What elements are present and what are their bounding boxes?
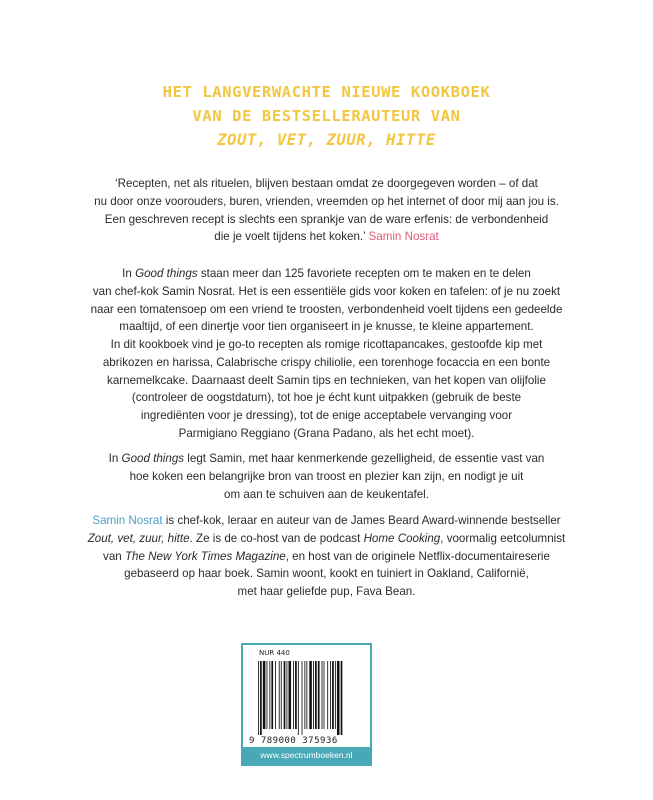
- author-name: Samin Nosrat: [92, 514, 163, 527]
- intro-line-4: maaltijd, of een dinertje voor tien organiseert in je knusse, te kleine appartement.: [119, 320, 534, 334]
- closing-line-2: hoe koken een belangrijke bron van troost en plezier kan zijn, en nodigt je uit: [129, 469, 524, 483]
- contents-line-2: abrikozen en harissa, Calabrische crispy chiliolie, een torenhoge focaccia en een bonte: [102, 355, 551, 369]
- closing-line-3: om aan te schuiven aan de keukentafel.: [224, 487, 429, 501]
- contents-line-3: karnemelkcake. Daarnaast deelt Samin tips en technieken, van het kopen van olijfolie: [107, 373, 546, 387]
- barcode-bar: [327, 661, 328, 729]
- contents-line-1: In dit kookboek vind je go-to recepten als romige ricottapancakes, gestoofde kip met: [110, 338, 543, 351]
- barcode-bar: [304, 661, 305, 729]
- intro-line-2: van chef-kok Samin Nosrat. Het is een essentiële gids voor koken en tafelen: of je nu zoekt: [92, 284, 561, 298]
- barcode-bar: [271, 661, 273, 729]
- headline-line-1: HET LANGVERWACHTE NIEUWE KOOKBOEK: [162, 83, 491, 101]
- barcode-bar: [260, 661, 262, 735]
- intro-text: staan meer dan 125 favoriete recepten om te maken en te delen: [197, 267, 531, 280]
- barcode-bar: [341, 661, 343, 735]
- author-magazine: The New York Times Magazine: [124, 549, 286, 563]
- barcode-bar: [269, 661, 270, 729]
- quote-line-3: Een geschreven recept is slechts een sprankje van de ware erfenis: de verbondenheid: [104, 212, 549, 226]
- barcode-bar: [289, 661, 292, 729]
- author-line-3: [70, 548, 583, 566]
- nur-code: NUR 440: [259, 649, 290, 657]
- barcode-bar: [332, 661, 334, 729]
- intro-line-1: [70, 265, 583, 283]
- quote-line-4: [70, 228, 583, 246]
- barcode-bar: [293, 661, 294, 729]
- publisher-website: www.spectrumboeken.nl: [243, 747, 370, 764]
- author-text: is chef-kok, leraar en auteur van de James Beard Award-winnende bestseller: [162, 514, 561, 527]
- author-previous-book: Zout, vet, zuur, hitte: [87, 531, 190, 545]
- quote-line-4-text: die je voelt tijdens het koken.’: [214, 230, 366, 244]
- headline: [0, 80, 653, 152]
- author-line-4: gebaseerd op haar boek. Samin woont, kookt en tuiniert in Oakland, Californië,: [124, 567, 529, 581]
- barcode-bar: [324, 661, 325, 729]
- author-line-5: met haar geliefde pup, Fava Bean.: [237, 585, 416, 599]
- author-text: , voormalig eetcolumnist: [440, 531, 566, 545]
- quote-paragraph: [70, 175, 583, 246]
- isbn-barcode: [258, 661, 364, 735]
- quote-attribution: Samin Nosrat: [368, 230, 439, 244]
- author-text: . Ze is de co-host van de podcast: [189, 531, 364, 545]
- barcode-bar: [330, 661, 331, 729]
- barcode-bar: [287, 661, 288, 729]
- barcode-bar: [315, 661, 317, 729]
- closing-text: legt Samin, met haar kenmerkende gezelligheid, de essentie vast van: [184, 452, 545, 465]
- barcode-bar: [313, 661, 314, 729]
- closing-text: In: [108, 452, 122, 465]
- intro-book-title: Good things: [135, 267, 198, 280]
- barcode-bar: [298, 661, 299, 735]
- barcode-bar: [322, 661, 323, 729]
- isbn-number: 9 789000 375936: [249, 736, 338, 746]
- contents-line-4: (controleer de oogstdatum), tot hoe je écht kunt uitpakken (gebruik de beste: [131, 391, 522, 405]
- author-text: van: [103, 549, 125, 563]
- author-text: , en host van de originele Netflix-documentaireserie: [285, 549, 550, 563]
- intro-paragraph: [70, 265, 583, 336]
- intro-line-3: naar een tomatensoep om een vriend te troosten, verbondenheid voelt tijdens een gedeelde: [90, 302, 563, 316]
- author-podcast: Home Cooking: [363, 531, 441, 545]
- barcode-bar: [281, 661, 282, 729]
- intro-text: In: [122, 267, 136, 280]
- barcode-bar: [335, 661, 336, 729]
- headline-book-title: ZOUT, VET, ZUUR, HITTE: [217, 131, 436, 149]
- barcode-bar: [284, 661, 286, 729]
- contents-line-5: ingrediënten voor je dressing), tot de enige acceptabele vervanging voor: [140, 409, 513, 423]
- quote-line-2: nu door onze voorouders, buren, vrienden, vreemden op het internet of door mij aan jou is.: [94, 194, 559, 208]
- barcode-bar: [258, 661, 259, 735]
- barcode-bar: [309, 661, 312, 729]
- barcode-bar: [263, 661, 266, 729]
- author-bio-paragraph: [70, 512, 583, 601]
- barcode-bar: [318, 661, 320, 729]
- contents-paragraph: [70, 336, 583, 443]
- barcode-bar: [275, 661, 276, 729]
- closing-book-title: Good things: [121, 452, 185, 465]
- barcode-bar: [306, 661, 307, 729]
- headline-line-2: VAN DE BESTSELLERAUTEUR VAN: [192, 107, 461, 125]
- quote-line-1: ‘Recepten, net als rituelen, blijven bestaan omdat ze doorgegeven worden – of dat: [115, 177, 538, 190]
- closing-line-1: [70, 450, 583, 468]
- barcode-bar: [267, 661, 268, 729]
- author-line-2: [70, 530, 583, 548]
- barcode-bar: [279, 661, 280, 729]
- barcode-bar: [302, 661, 303, 735]
- contents-line-6: Parmigiano Reggiano (Grana Padano, als het echt moet).: [178, 426, 475, 440]
- author-line-1: [70, 512, 583, 530]
- barcode-panel: [241, 643, 372, 766]
- barcode-bar: [337, 661, 340, 735]
- closing-paragraph: [70, 450, 583, 503]
- barcode-bar: [295, 661, 297, 729]
